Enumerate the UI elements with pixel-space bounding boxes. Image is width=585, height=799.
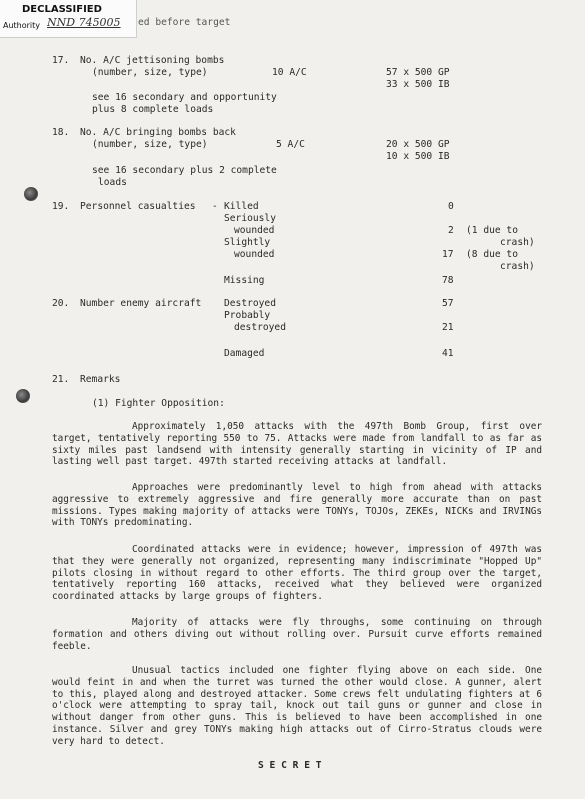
item-18-bomb2: 10 x 500 IB xyxy=(386,151,450,162)
aircraft-value: 21 xyxy=(442,322,454,333)
item-21-subheading: (1) Fighter Opposition: xyxy=(92,398,225,409)
casualty-label: Killed xyxy=(224,201,259,212)
casualty-label: Missing xyxy=(224,275,265,286)
casualty-value: 78 xyxy=(442,275,454,286)
aircraft-value: 41 xyxy=(442,348,454,359)
aircraft-label: Probably xyxy=(224,310,271,321)
item-17-note2: plus 8 complete loads xyxy=(92,104,214,115)
remarks-paragraph xyxy=(52,665,542,748)
casualty-note: (1 due to xyxy=(466,225,518,236)
stamp-title: DECLASSIFIED xyxy=(22,4,102,15)
item-18-count: 5 A/C xyxy=(276,139,305,150)
casualty-label: Seriously xyxy=(224,213,276,224)
remarks-paragraph xyxy=(52,617,542,652)
aircraft-label: Damaged xyxy=(224,348,265,359)
item-18-note1: see 16 secondary plus 2 complete xyxy=(92,165,277,176)
aircraft-value: 57 xyxy=(442,298,454,309)
item-18-line1: No. A/C bringing bombs back xyxy=(80,127,236,138)
paragraph-text: Unusual tactics included one fighter flying above on each side. One would feint in and when the turret was turned the other would close. A gunner, alert to this, played along and destroyed attacker. Some crews felt undulating fighters at 6 o'clock were attempting to spray tail, knock out tail guns or gunner and close in without danger from other guns. This is believed to have been accomplished in one instance. Silver and grey TONYs making high attacks out of Cirro-Stratus clouds were very hard to detect. xyxy=(52,665,542,747)
paragraph-text: Approaches were predominantly level to high from ahead with attacks aggressive to extremely aggressive and fire generally more accurate than on past missions. Types making majority of attacks were TONYs, TOJOs, ZEKEs, NICKs and IRVINGs with TONYs predominating. xyxy=(52,482,542,529)
item-19-label: Personnel casualties xyxy=(80,201,196,212)
item-21-number: 21. xyxy=(52,374,70,385)
item-18-bomb1: 20 x 500 GP xyxy=(386,139,450,150)
item-17-bomb1: 57 x 500 GP xyxy=(386,67,450,78)
casualty-label: Slightly xyxy=(224,237,271,248)
item-20-label: Number enemy aircraft xyxy=(80,298,202,309)
casualty-label: wounded xyxy=(234,225,275,236)
item-17-line1: No. A/C jettisoning bombs xyxy=(80,55,225,66)
item-18-number: 18. xyxy=(52,127,70,138)
casualty-note: crash) xyxy=(500,237,535,248)
secret-footer: S E C R E T xyxy=(258,760,322,771)
casualty-value: 17 xyxy=(442,249,454,260)
casualty-note: crash) xyxy=(500,261,535,272)
paragraph-text: Majority of attacks were fly throughs, some continuing on through formation and others diving out without rolling over. Pursuit curve efforts remained feeble. xyxy=(52,617,542,652)
header-fragment: ed before target xyxy=(138,17,231,28)
item-21-label: Remarks xyxy=(80,374,121,385)
remarks-paragraph xyxy=(52,421,542,468)
remarks-paragraph xyxy=(52,482,542,529)
stamp-authority-value: NND 745005 xyxy=(47,16,121,29)
item-17-number: 17. xyxy=(52,55,70,66)
remarks-paragraph xyxy=(52,544,542,603)
declassified-stamp xyxy=(0,0,137,38)
item-17-bomb2: 33 x 500 IB xyxy=(386,79,450,90)
paragraph-text: Coordinated attacks were in evidence; however, impression of 497th was that they were generally not organized, representing many indiscriminate "Hopped Up" pilots closing in without regard to other efforts. The third group over the target, tentatively reporting 160 attacks, received what they believed were organized coordinated attacks by large groups of fighters. xyxy=(52,544,542,603)
punch-hole-icon xyxy=(16,389,30,403)
casualty-value: 2 xyxy=(448,225,454,236)
stamp-authority-label: Authority xyxy=(3,21,41,30)
item-17-count: 10 A/C xyxy=(272,67,307,78)
item-17-line2: (number, size, type) xyxy=(92,67,208,78)
item-17-note1: see 16 secondary and opportunity xyxy=(92,92,277,103)
item-18-note2: loads xyxy=(98,177,127,188)
aircraft-label: destroyed xyxy=(234,322,286,333)
item-19-number: 19. xyxy=(52,201,70,212)
item-18-line2: (number, size, type) xyxy=(92,139,208,150)
item-19-dash: - xyxy=(212,201,218,212)
casualty-value: 0 xyxy=(448,201,454,212)
aircraft-label: Destroyed xyxy=(224,298,276,309)
casualty-label: wounded xyxy=(234,249,275,260)
casualty-note: (8 due to xyxy=(466,249,518,260)
punch-hole-icon xyxy=(24,187,38,201)
item-20-number: 20. xyxy=(52,298,70,309)
paragraph-text: Approximately 1,050 attacks with the 497th Bomb Group, first over target, tentatively reporting 550 to 75. Attacks were made from landfall to as far as sixty miles past landsend with intensity generally starting in vicinity of IP and lasting well past target. 497th started receiving attacks at landfall. xyxy=(52,421,542,468)
